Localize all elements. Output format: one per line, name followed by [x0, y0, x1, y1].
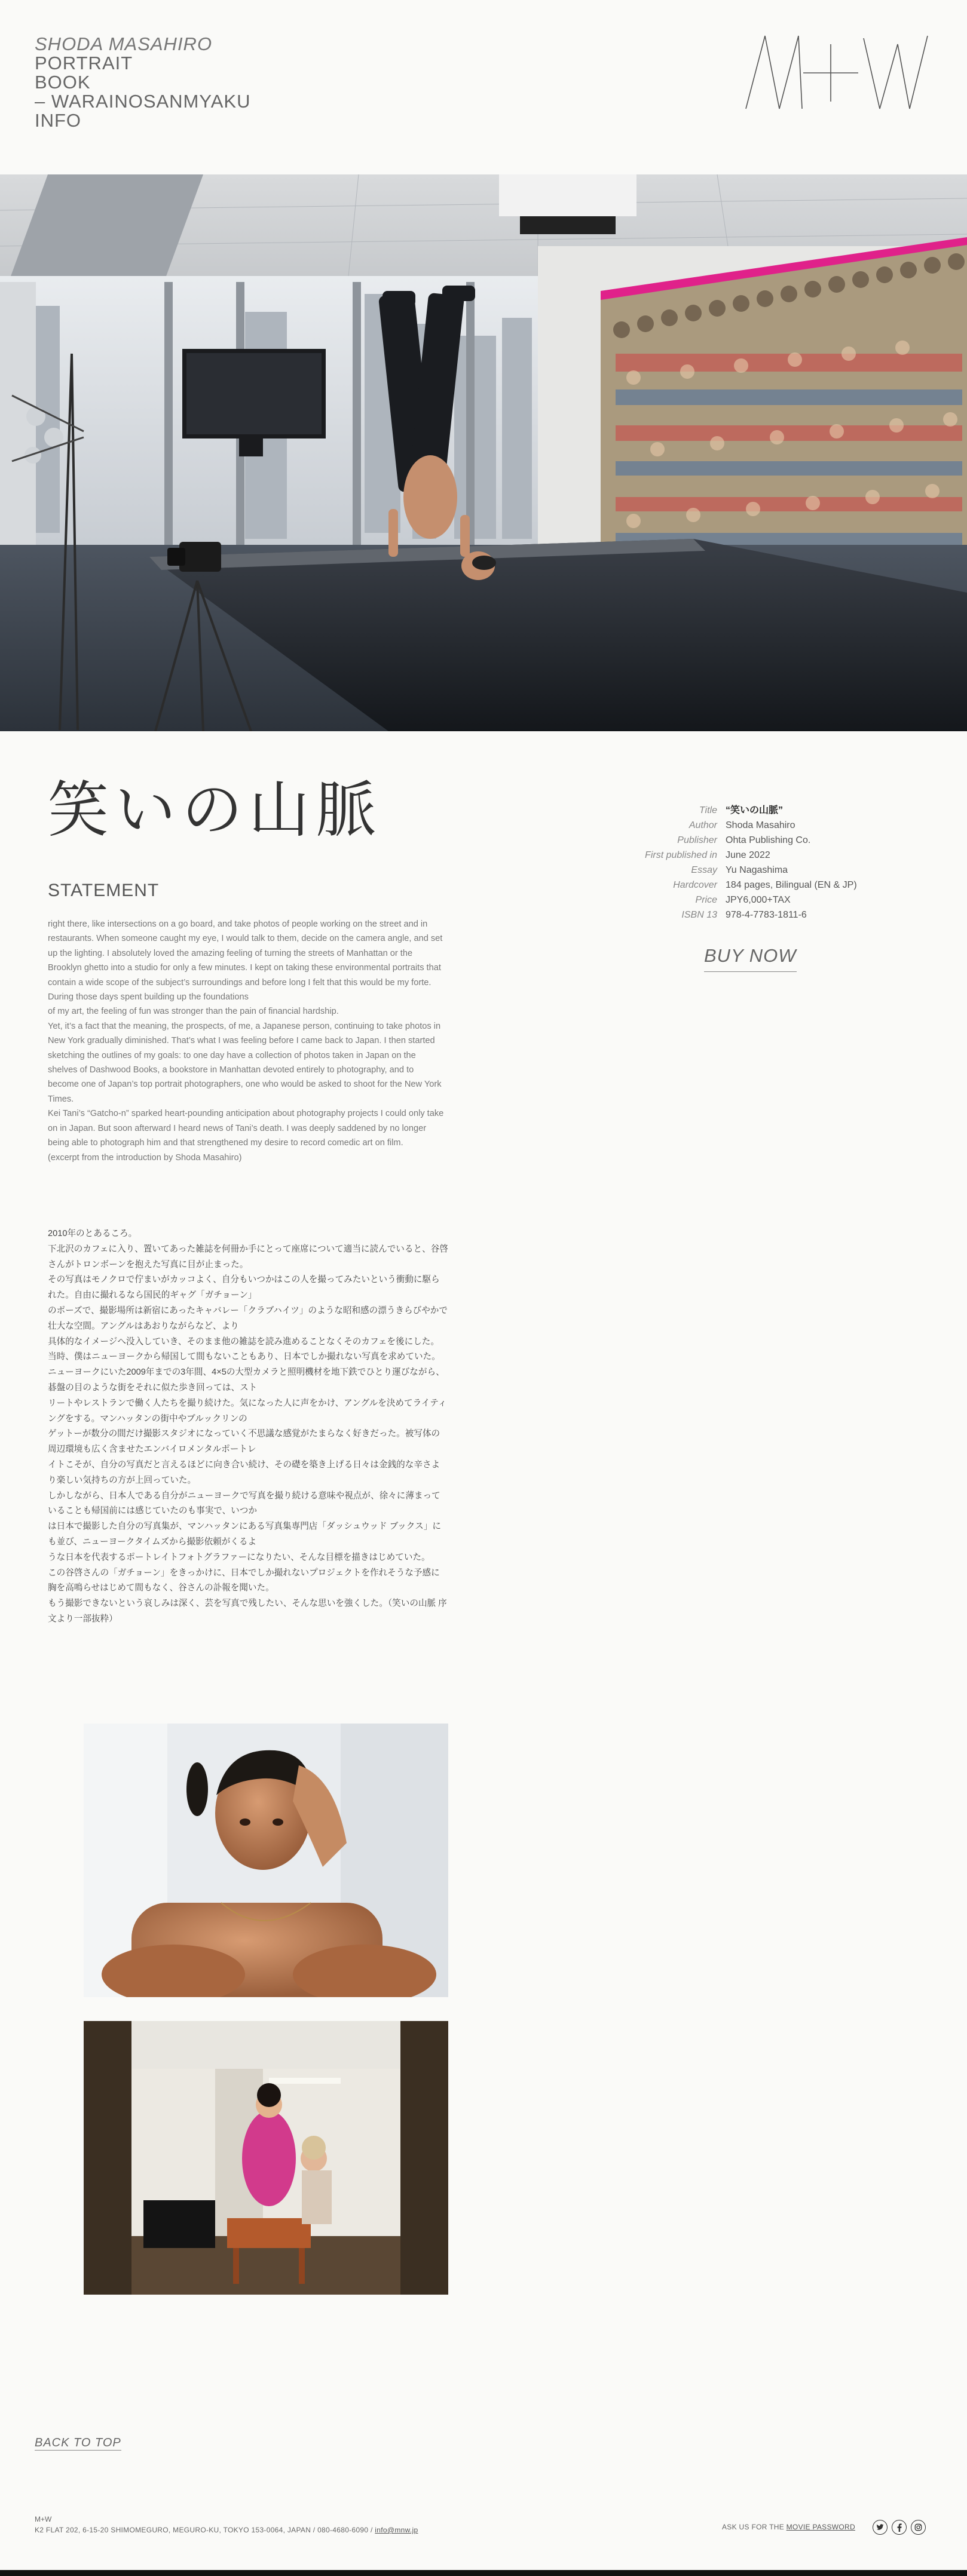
statement-jp-line: ゲットーが数分の間だけ撮影スタジオになっていく不思議な感覚がたまらなく好きだった。被写体の周辺環境も広く含ませたエンバイロメンタルポートレ — [48, 1429, 440, 1455]
book-title-jp: 笑いの山脈 — [48, 775, 382, 846]
info-value: “笑いの山脈” — [726, 805, 784, 815]
site-header — [0, 0, 967, 174]
portrait-photo-2-image — [84, 2021, 448, 2295]
statement-paragraph: of my art, the feeling of fun was stronger than the pain of financial hardship. — [48, 1007, 339, 1017]
info-label: Title — [699, 805, 717, 815]
statement-jp-line: のポーズで、撮影場所は新宿にあったキャバレー「クラブハイツ」のような昭和感の漂うきらびやかで壮大な空間。アングルはあおりながらなど、より — [48, 1305, 448, 1331]
info-row-price — [604, 893, 938, 907]
logo-mw-glyph — [741, 31, 932, 115]
info-value: 978-4-7783-1811-6 — [726, 910, 807, 920]
nav-book-warainosanmyaku-link[interactable]: – WARAINOSANMYAKU — [35, 91, 251, 112]
footer-ask-prefix: ASK US FOR THE — [722, 2523, 787, 2531]
info-row-essay — [604, 863, 938, 878]
statement-jp-line: しかしながら、日本人である自分がニューヨークで写真を撮り続ける意味や視点が、徐々に薄まっていることも帰国前には感じていたのも事実で、いつか — [48, 1491, 440, 1516]
nav-portrait-link[interactable]: PORTRAIT — [35, 53, 133, 73]
buy-now-button[interactable]: BUY NOW — [704, 945, 797, 972]
statement-jp-line: うな日本を代表するポートレイトフォトグラファーになりたい、そんな目標を描きはじめていた。 — [48, 1552, 430, 1562]
statement-jp-line: 2010年のとあるころ。 — [48, 1229, 137, 1238]
site-logo[interactable] — [741, 31, 932, 115]
info-row-isbn — [604, 907, 938, 922]
info-row-first-published — [604, 848, 938, 863]
portrait-photo-1-image — [84, 1724, 448, 1997]
statement-jp-line: 具体的なイメージへ没入していき、そのまま他の雑誌を読み進めることなくそのカフェを後にした。 — [48, 1336, 439, 1347]
footer-company: M+W — [35, 2515, 52, 2523]
back-to-top-link[interactable]: BACK TO TOP — [35, 2436, 121, 2449]
portrait-photo-1 — [84, 1724, 448, 1997]
nav-info-link[interactable]: INFO — [35, 110, 82, 131]
info-row-author — [604, 818, 938, 833]
statement-jp-line: この谷啓さんの「ガチョーン」をきっかけに、日本でしか撮れないプロジェクトを作れそうな予感に胸を高鳴らせはじめて間もなく、谷さんの訃報を聞いた。 — [48, 1568, 440, 1593]
statement-heading: STATEMENT — [48, 881, 160, 900]
nav-book-link[interactable]: BOOK — [35, 72, 91, 93]
footer-email-link[interactable]: info@mnw.jp — [375, 2526, 418, 2534]
info-label: ISBN 13 — [681, 910, 717, 920]
movie-password-link[interactable]: MOVIE PASSWORD — [786, 2523, 855, 2531]
footer-address-text: K2 FLAT 202, 6-15-20 SHIMOMEGURO, MEGURO-KU, TOKYO 153-0064, JAPAN / 080-4680-6090 / — [35, 2526, 373, 2534]
info-label: Essay — [691, 865, 717, 875]
statement-en — [48, 917, 445, 1165]
info-label: Author — [688, 820, 717, 830]
footer-address — [35, 2526, 418, 2534]
statement-paragraph: Yet, it’s a fact that the meaning, the prospects, of me, a Japanese person, continuing to take photos in New York gradually diminished. That’s what I was feeling before I came back to Japan. I then started sketching the outlines of my goals: to one day have a collection of photos taken in Japan on the shelves of Dashwood Books, a bookstore in Manhattan devoted entirely to photography, and to become one of Japan’s top portrait photographers, one who would be asked to shoot for the New York Times. — [48, 1021, 442, 1104]
info-row-publisher — [604, 833, 938, 848]
nav-author-link[interactable]: SHODA MASAHIRO — [35, 33, 213, 54]
book-info-table — [604, 803, 938, 922]
bottom-bar — [0, 2570, 967, 2576]
statement-paragraph: Kei Tani’s “Gatcho-n” sparked heart-pounding anticipation about photography projects I could only take on in Japan. But soon afterward I heard news of Tani’s death. I was deeply saddened by no longer being able to photograph him and that strengthened my desire to record comedic art on film. — [48, 1109, 444, 1148]
info-label: First published in — [645, 850, 717, 860]
info-value: Shoda Masahiro — [726, 820, 795, 830]
info-value: June 2022 — [726, 850, 770, 860]
twitter-icon[interactable] — [873, 2520, 888, 2535]
info-label: Publisher — [677, 835, 717, 845]
statement-jp-line: リートやレストランで働く人たちを撮り続けた。気になった人に声をかけ、アングルを決めてライティングをする。マンハッタンの街中やブルックリンの — [48, 1398, 447, 1424]
main-nav — [35, 35, 251, 130]
statement-jp-line: 当時、僕はニューヨークから帰国して間もないこともあり、日本でしか撮れない写真を求めていた。 — [48, 1352, 440, 1362]
footer-ask — [722, 2523, 855, 2531]
statement-jp-line: イトこそが、自分の写真だと言えるほどに向き合い続け、その礎を築き上げる日々は金銭的な辛さより楽しい気持ちの方が上回っていた。 — [48, 1459, 440, 1485]
info-value: JPY6,000+TAX — [726, 895, 791, 905]
facebook-icon[interactable] — [892, 2520, 907, 2535]
statement-paragraph: (excerpt from the introduction by Shoda Masahiro) — [48, 1152, 242, 1163]
statement-jp — [48, 1226, 448, 1627]
social-links — [873, 2520, 926, 2535]
statement-jp-line: もう撮影できないという哀しみは深く、芸を写真で残したい、そんな思いを強くした。（笑いの山脈 序文より一部抜粋） — [48, 1599, 447, 1624]
info-value: Ohta Publishing Co. — [726, 835, 811, 845]
statement-jp-line: ニューヨークにいた2009年までの3年間、4×5の大型カメラと照明機材を地下鉄でひとり運びながら、碁盤の目のような街をそれに似た歩き回っては、スト — [48, 1367, 445, 1393]
info-value: 184 pages, Bilingual (EN & JP) — [726, 880, 857, 890]
info-label: Price — [695, 895, 717, 905]
hero-photo — [0, 174, 967, 731]
info-row-hardcover — [604, 878, 938, 893]
statement-paragraph: right there, like intersections on a go board, and take photos of people working on the street and in restaurants. When someone caught my eye, I would talk to them, decide on the camera angle, and set up the lighting. I absolutely loved the amazing feeling of turning the streets of Manhattan or the Brooklyn ghetto into a studio for only a few minutes. I kept on taking these environmental portraits that contain a wide scope of the subject’s surroundings and before long I felt that this would be my forte. During those days spent building up the foundations — [48, 919, 443, 1002]
info-row-title — [604, 803, 938, 818]
info-label: Hardcover — [673, 880, 717, 890]
statement-jp-line: その写真はモノクロで佇まいがカッコよく、自分もいつかはこの人を撮ってみたいという衝動に駆られた。自由に撮れるなら国民的ギャグ「ガチョーン」 — [48, 1275, 440, 1301]
statement-jp-line: 下北沢のカフェに入り、置いてあった雑誌を何冊か手にとって座席について適当に読んでいると、谷啓さんがトロンボーンを抱えた写真に目が止まった。 — [48, 1244, 448, 1269]
instagram-icon[interactable] — [911, 2520, 926, 2535]
hero-image — [0, 174, 967, 731]
info-value: Yu Nagashima — [726, 865, 788, 875]
statement-jp-line: は日本で撮影した自分の写真集が、マンハッタンにある写真集専門店「ダッシュウッド ブックス」にも並び、ニューヨークタイムズから撮影依頼がくるよ — [48, 1522, 442, 1547]
portrait-photo-2 — [84, 2021, 448, 2295]
